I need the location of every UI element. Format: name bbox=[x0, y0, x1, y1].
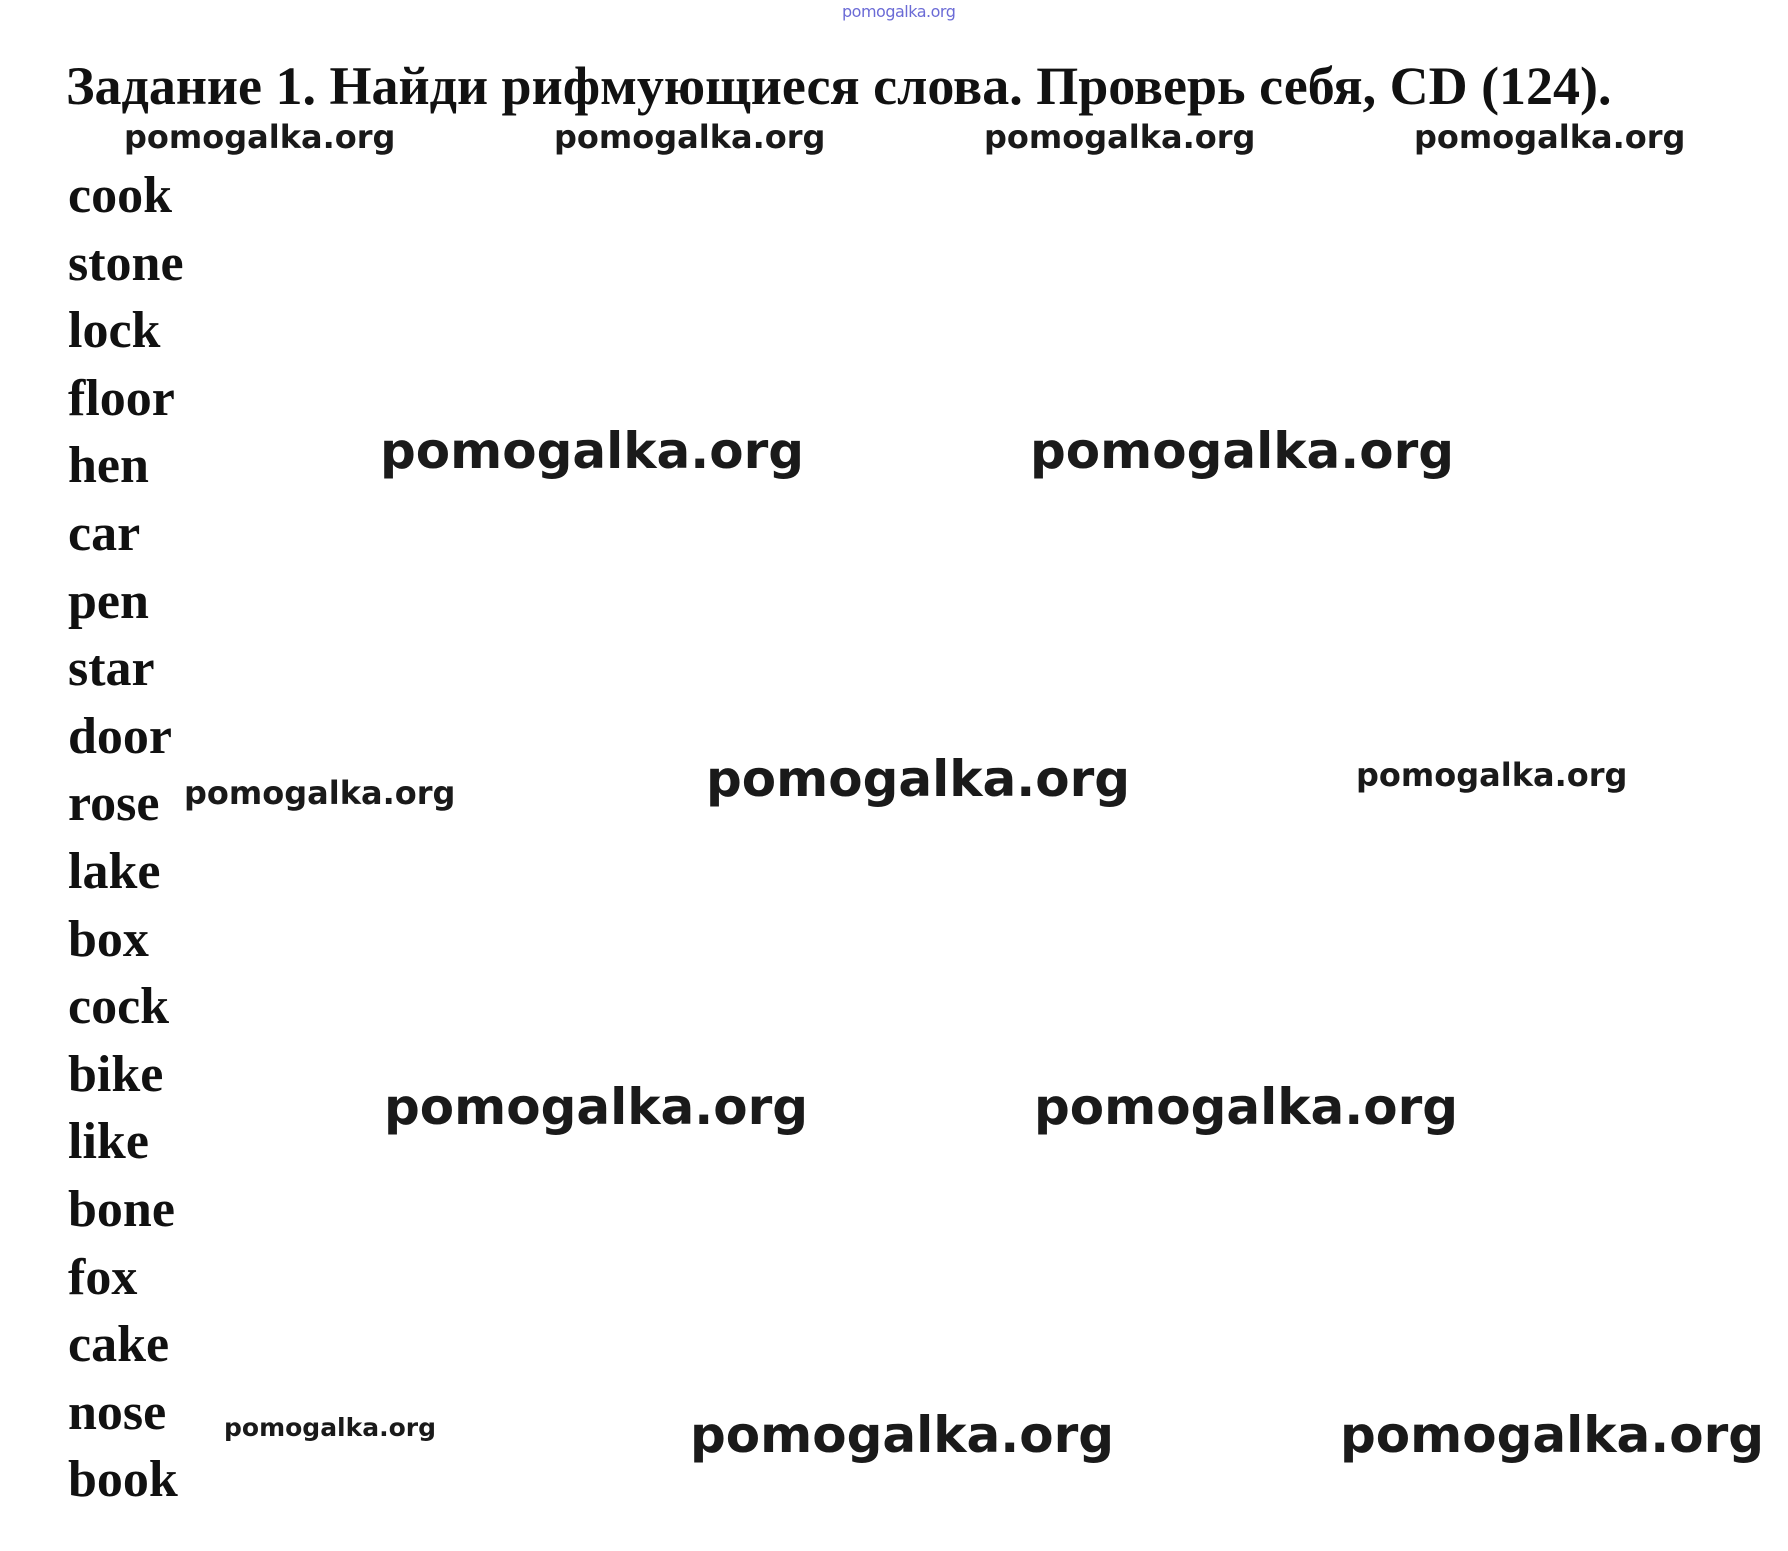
word-item: lake bbox=[68, 842, 161, 900]
word-item: cook bbox=[68, 167, 172, 224]
word-item: bone bbox=[68, 1180, 175, 1238]
word-list bbox=[68, 162, 184, 1514]
word-item: pen bbox=[68, 572, 149, 630]
watermark: pomogalka.org bbox=[706, 750, 1131, 808]
word-item: floor bbox=[68, 369, 175, 427]
watermark: pomogalka.org bbox=[1414, 118, 1686, 156]
watermark: pomogalka.org bbox=[1356, 756, 1628, 794]
word-item: stone bbox=[68, 234, 184, 292]
watermark: pomogalka.org bbox=[184, 774, 456, 812]
word-item: cake bbox=[68, 1316, 170, 1374]
word-item: book bbox=[68, 1451, 178, 1509]
watermark: pomogalka.org bbox=[124, 118, 396, 156]
watermark: pomogalka.org bbox=[554, 118, 826, 156]
word-item: bike bbox=[68, 1045, 164, 1103]
watermark: pomogalka.org bbox=[384, 1078, 809, 1136]
task-title: Задание 1. Найди рифмующиеся слова. Проверь себя, CD (124). bbox=[66, 56, 1612, 116]
watermark: pomogalka.org bbox=[1340, 1406, 1765, 1464]
word-item: hen bbox=[68, 437, 149, 495]
word-item: cock bbox=[68, 978, 170, 1036]
word-item: car bbox=[68, 504, 141, 562]
watermark: pomogalka.org bbox=[1034, 1078, 1459, 1136]
word-item: door bbox=[68, 707, 172, 765]
watermark: pomogalka.org bbox=[690, 1406, 1115, 1464]
word-item: star bbox=[68, 640, 155, 698]
word-item: lock bbox=[68, 302, 161, 360]
header-watermark: pomogalka.org bbox=[842, 2, 956, 21]
watermark: pomogalka.org bbox=[380, 422, 805, 480]
word-item: nose bbox=[68, 1383, 167, 1441]
watermark: pomogalka.org bbox=[984, 118, 1256, 156]
word-item: fox bbox=[68, 1248, 138, 1306]
watermark: pomogalka.org bbox=[224, 1413, 437, 1442]
word-item: rose bbox=[68, 775, 160, 833]
word-item: box bbox=[68, 910, 149, 968]
watermark: pomogalka.org bbox=[1030, 422, 1455, 480]
word-item: like bbox=[68, 1113, 149, 1171]
